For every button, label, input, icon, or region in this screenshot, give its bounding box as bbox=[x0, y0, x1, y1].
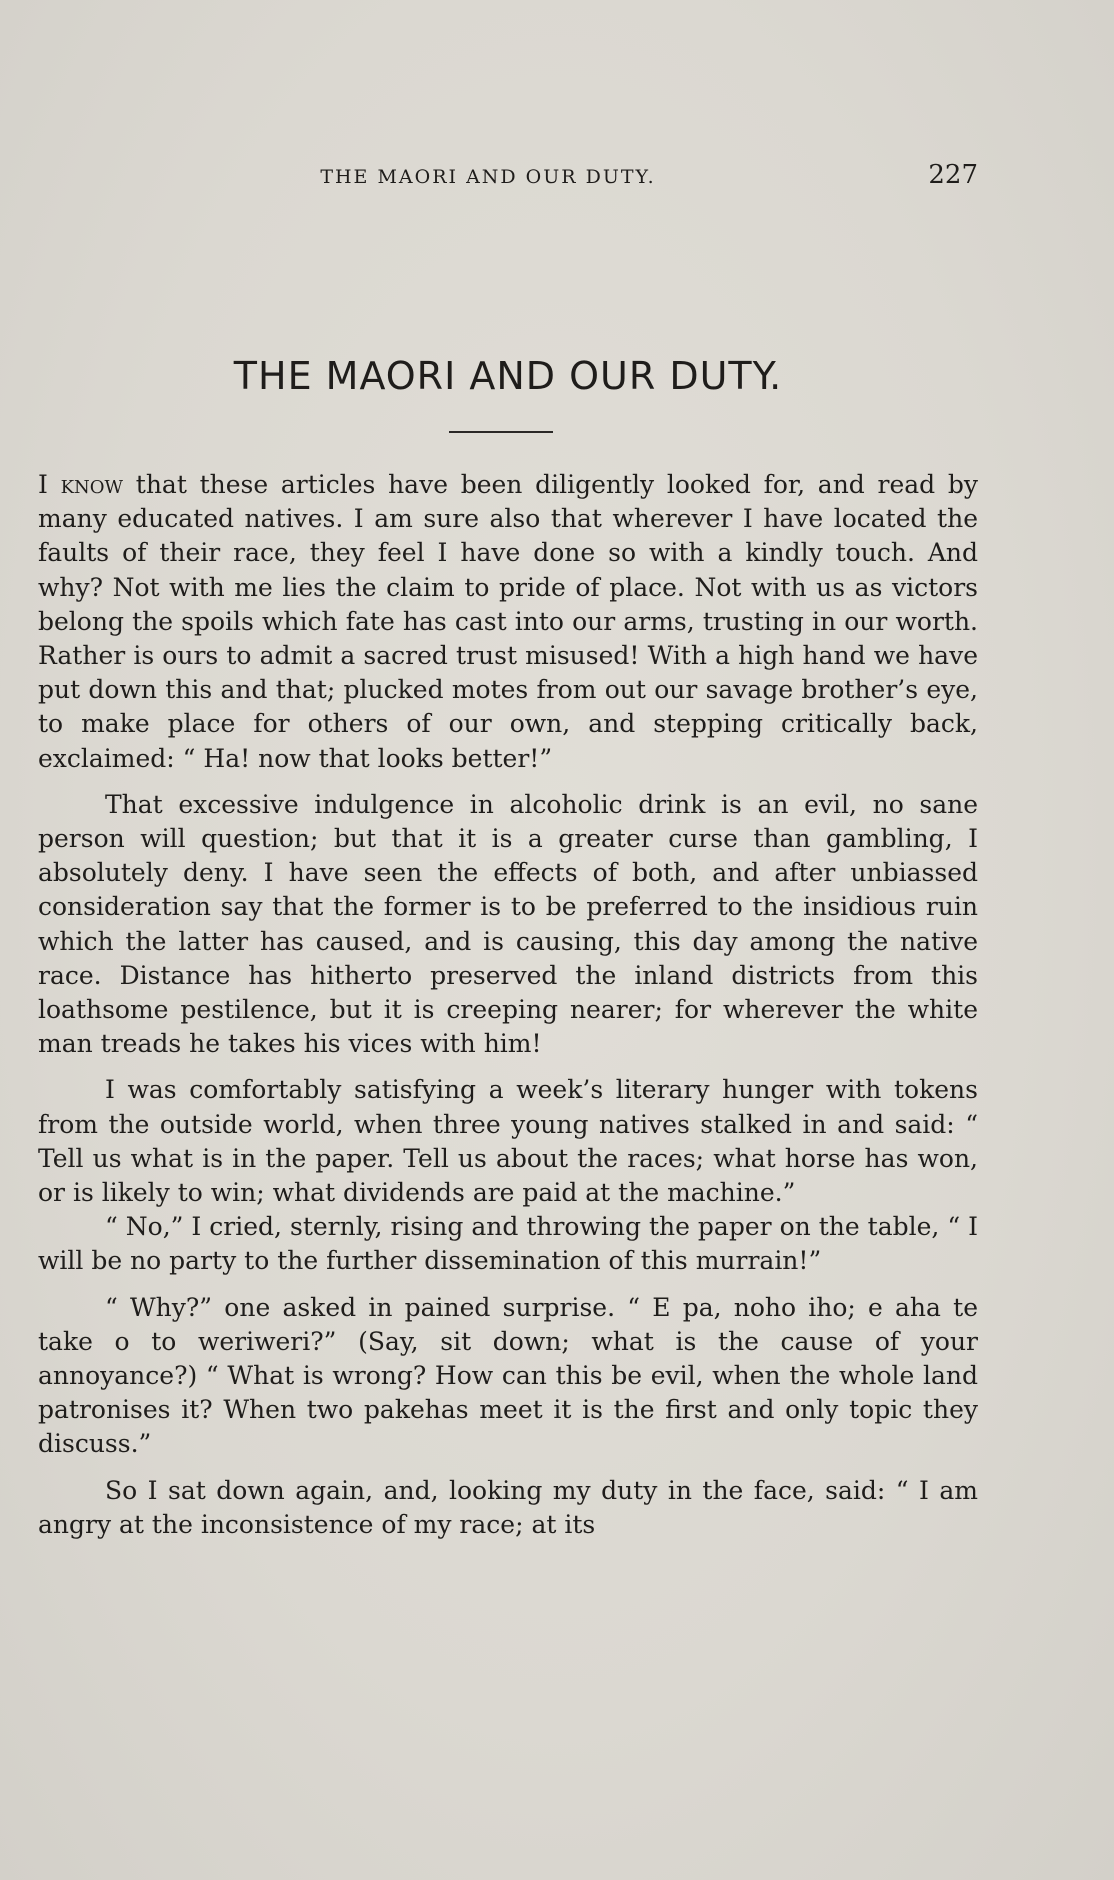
paragraph-6: So I sat down again, and, looking my duty in the face, said: “ I am angry at the inconsistence of my race; at its bbox=[38, 1475, 978, 1539]
paragraph-3: I was comfortably satisfying a week’s literary hunger with tokens from the outside world, when three young natives stalked in and said: “ Tell us what is in the paper. Tell us about the races; what horse has won, or is likely to win; what dividends are paid at the machine.” bbox=[38, 1075, 978, 1208]
title-divider bbox=[449, 431, 553, 433]
chapter-title: THE MAORI AND OUR DUTY. bbox=[233, 354, 783, 398]
paragraph-2: That excessive indulgence in alcoholic drink is an evil, no sane person will question; but that it is a greater curse than gambling, I absolutely deny. I have seen the effects of both, and after unbiassed consideration say that the former is to be preferred to the insidious ruin which the latter has caused, and is causing, this day among the native race. Distance has hitherto preserved the inland districts from this loathsome pestilence, but it is creeping nearer; for wherever the white man treads he takes his vices with him! bbox=[38, 789, 978, 1059]
paragraph-lead-smallcaps: know bbox=[60, 470, 124, 499]
paragraph-1 bbox=[38, 468, 978, 776]
running-head bbox=[38, 160, 978, 190]
paragraph-4: “ No,” I cried, sternly, rising and throwing the paper on the table, “ I will be no party to the further dissemination of this murrain!” bbox=[38, 1212, 978, 1276]
page-number: 227 bbox=[928, 160, 978, 190]
body-text bbox=[38, 468, 978, 1542]
paragraph-text: that these articles have been diligently looked for, and read by many educated natives. I am sure also that wherever I have located the faults of their race, they feel I have done so with a kindly touch. And why? Not with me lies the claim to pride of place. Not with us as victors belong the spoils which fate has cast into our arms, trusting in our worth. Rather is ours to admit a sacred trust misused! With a high hand we have put down this and that; plucked motes from out our savage brother’s eye, to make place for others of our own, and stepping critically back, exclaimed: “ Ha! now that looks better!” bbox=[38, 470, 978, 773]
paragraph-lead: I bbox=[38, 470, 61, 499]
running-title: THE MAORI AND OUR DUTY. bbox=[320, 166, 656, 188]
paragraph-5: “ Why?” one asked in pained surprise. “ E pa, noho iho; e aha te take o to weriweri?” (Say, sit down; what is the cause of your annoyance?) “ What is wrong? How can this be evil, when the whole land patronises it? When two pakehas meet it is the first and only topic they discuss.” bbox=[38, 1292, 978, 1459]
